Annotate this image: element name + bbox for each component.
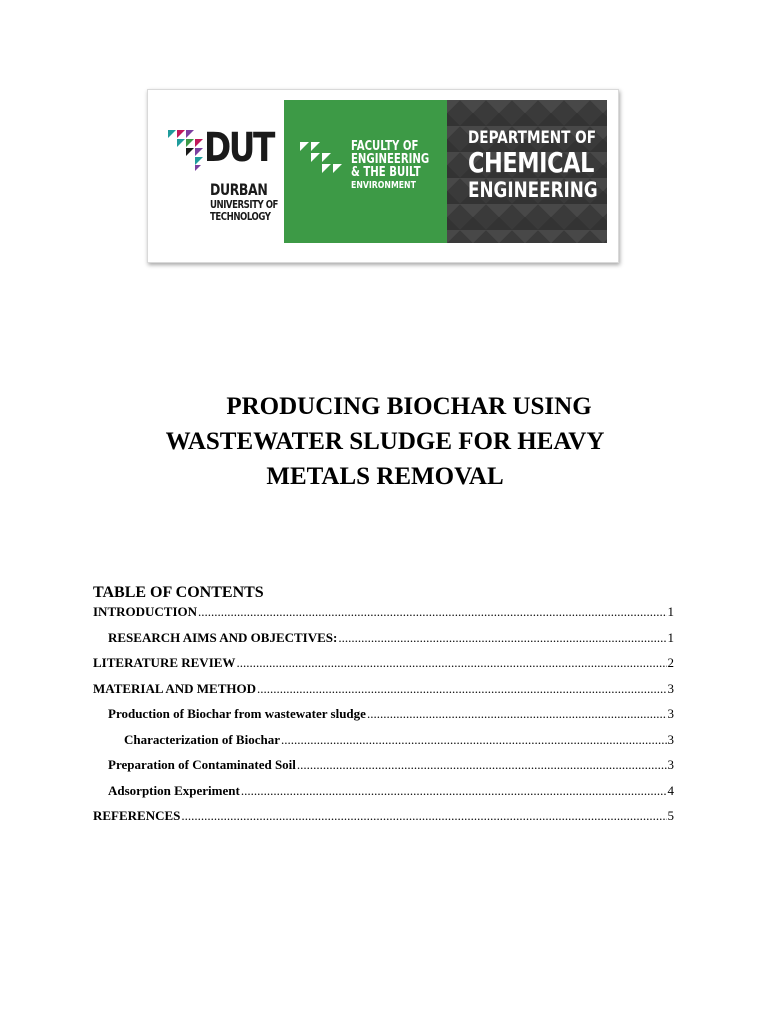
toc-leader-dots: [297, 757, 667, 773]
toc-leader-dots: [236, 655, 666, 671]
faculty-line-4: ENVIRONMENT: [351, 180, 416, 191]
dut-wordmark: DUT: [204, 125, 273, 171]
faculty-panel: [284, 100, 447, 243]
toc-leader-dots: [241, 783, 667, 799]
department-name: [468, 128, 598, 202]
toc-entry-label: RESEARCH AIMS AND OBJECTIVES:: [108, 629, 338, 645]
toc-entry-label: INTRODUCTION: [93, 604, 198, 619]
toc-entry-page: 3: [667, 706, 674, 721]
dut-line-technology: TECHNOLOGY: [210, 210, 271, 223]
toc-entry[interactable]: [93, 681, 674, 707]
toc-leader-dots: [338, 630, 666, 646]
toc-entry-page: 1: [667, 629, 674, 645]
department-line-1: DEPARTMENT OF: [468, 128, 597, 148]
title-line-3: METALS REMOVAL: [266, 463, 504, 490]
title-line-2: WASTEWATER SLUDGE FOR HEAVY: [165, 428, 605, 455]
toc-entry-page: 3: [667, 731, 674, 747]
toc-heading: TABLE OF CONTENTS: [93, 584, 264, 601]
toc-entry[interactable]: [93, 630, 674, 656]
toc-entry-page: 4: [667, 782, 674, 798]
table-of-contents: [93, 604, 674, 834]
toc-leader-dots: [181, 808, 666, 824]
toc-entry[interactable]: [93, 655, 674, 681]
toc-entry-label: Preparation of Contaminated Soil: [108, 757, 296, 772]
toc-entry-label: Characterization of Biochar: [124, 731, 280, 747]
toc-entry[interactable]: [93, 783, 674, 809]
faculty-triangles-icon: [300, 142, 346, 176]
toc-entry-label: MATERIAL AND METHOD: [93, 680, 256, 696]
toc-leader-dots: [257, 681, 667, 697]
toc-entry-page: 1: [667, 604, 674, 619]
toc-entry-page: 3: [667, 680, 674, 696]
dut-line-durban: DURBAN: [210, 180, 268, 199]
department-line-2: CHEMICAL: [468, 146, 594, 179]
toc-leader-dots: [281, 732, 667, 748]
faculty-line-3: & THE BUILT: [351, 165, 421, 180]
toc-entry-label: LITERATURE REVIEW: [93, 655, 236, 670]
dut-line-university: UNIVERSITY OF: [210, 198, 278, 211]
dut-triangles-icon: [168, 130, 204, 172]
toc-entry[interactable]: [93, 808, 674, 834]
toc-entry[interactable]: [93, 706, 674, 732]
toc-entry[interactable]: [93, 757, 674, 783]
institution-banner: [147, 89, 619, 263]
toc-leader-dots: [367, 706, 667, 722]
dut-logo-panel: [154, 100, 284, 243]
toc-entry-label: Adsorption Experiment: [108, 782, 240, 798]
toc-entry-label: REFERENCES: [93, 808, 181, 823]
faculty-line-1: FACULTY OF: [351, 139, 419, 154]
toc-entry[interactable]: [93, 604, 674, 630]
document-title: [90, 389, 680, 494]
toc-entry[interactable]: [93, 732, 674, 758]
toc-entry-page: 5: [667, 808, 674, 823]
toc-entry-page: 2: [667, 655, 674, 670]
title-line-1: PRODUCING BIOCHAR USING: [226, 393, 592, 420]
toc-entry-page: 3: [667, 757, 674, 772]
faculty-name: [351, 140, 429, 192]
toc-entry-label: Production of Biochar from wastewater sludge: [108, 706, 366, 721]
department-line-3: ENGINEERING: [468, 178, 598, 202]
department-panel: [447, 100, 607, 243]
faculty-line-2: ENGINEERING: [351, 152, 430, 167]
toc-leader-dots: [198, 604, 666, 620]
